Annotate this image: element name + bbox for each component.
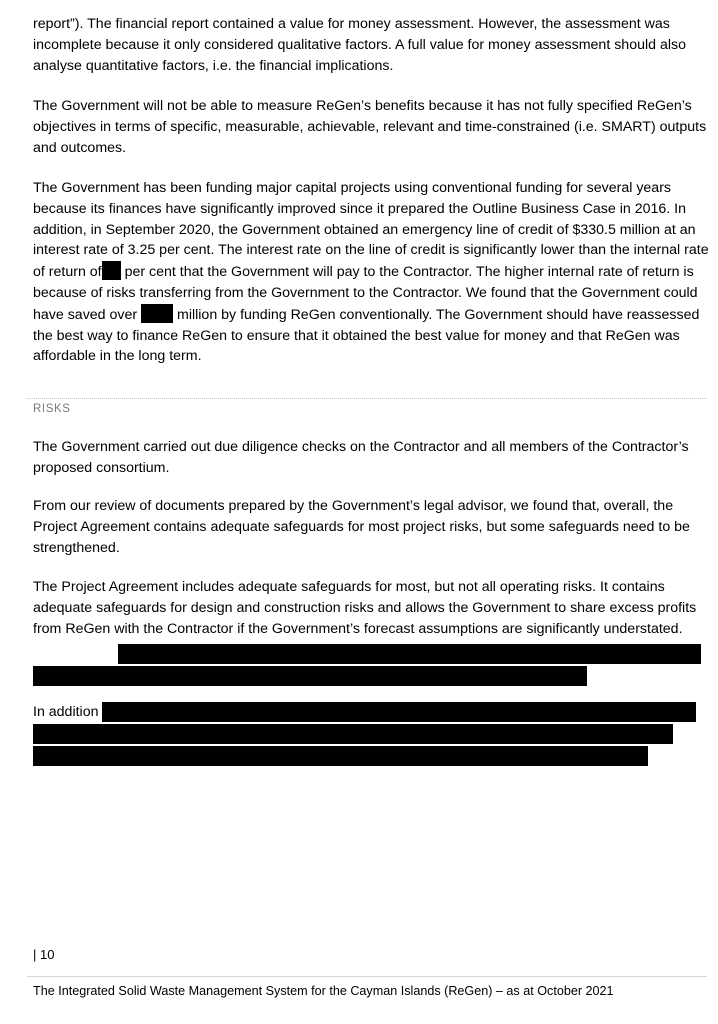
redaction-block [33, 746, 648, 766]
paragraph-in-addition: In addition [33, 704, 99, 720]
redaction-savings [141, 304, 173, 323]
paragraph-due-diligence: The Government carried out due diligence checks on the Contractor and all members of the Contractor’s proposed consortium. [33, 439, 689, 476]
paragraph-operating-risks: The Project Agreement includes adequate safeguards for most, but not all operating risks. It contains adequate safeguards for design and construction risks and allows the Government to share excess profits from ReGen with the Contractor if the Government’s forecast assumptions are significantly understated. [33, 579, 697, 637]
financing-text-part-3: million by funding ReGen conventionally. The Government should have reassessed the best way to finance ReGen to ensure that it obtained the best value for money and that ReGen was affordable in the long term. [33, 306, 700, 365]
section-heading-risks: RISKS [33, 403, 71, 415]
financing-text-part-2: per cent that the Government will pay to the Contractor. The higher internal rate of return is because of risks transferring from the Government to the Contractor. We found that the Government could have saved over [33, 264, 698, 323]
financing-text-part-1: The Government has been funding major capital projects using conventional funding for several years because its finances have significantly improved since it prepared the Outline Business Case in 2016. In addition, in September 2020, the Government obtained an emergency line of credit of $330.5 million at an interest rate of 3.25 per cent. The interest rate on the line of credit is significantly lower than the internal rate of return of [33, 180, 709, 281]
section-divider [27, 398, 707, 399]
paragraph-smart-objectives: The Government will not be able to measure ReGen’s benefits because it has not fully specified ReGen’s objectives in terms of specific, measurable, achievable, relevant and time-constrained (i.e. SMART) outputs and outcomes. [33, 98, 707, 156]
paragraph-value-for-money: report”). The financial report contained a value for money assessment. However, the assessment was incomplete because it only considered qualitative factors. A full value for money assessment should also analyse quantitative factors, i.e. the financial implications. [33, 16, 686, 74]
footer-title: The Integrated Solid Waste Management System for the Cayman Islands (ReGen) – as at October 2021 [33, 984, 614, 998]
footer-divider [27, 976, 707, 977]
redaction-block [33, 666, 587, 686]
redaction-block [118, 644, 701, 664]
paragraph-legal-review: From our review of documents prepared by the Government’s legal advisor, we found that, overall, the Project Agreement contains adequate safeguards for most project risks, but some safeguards need to be strengthened. [33, 498, 690, 556]
paragraph-financing [33, 178, 713, 367]
page-number: | 10 [33, 947, 55, 962]
redaction-block [102, 702, 696, 722]
redaction-block [33, 724, 673, 744]
redaction-irr [102, 261, 121, 280]
